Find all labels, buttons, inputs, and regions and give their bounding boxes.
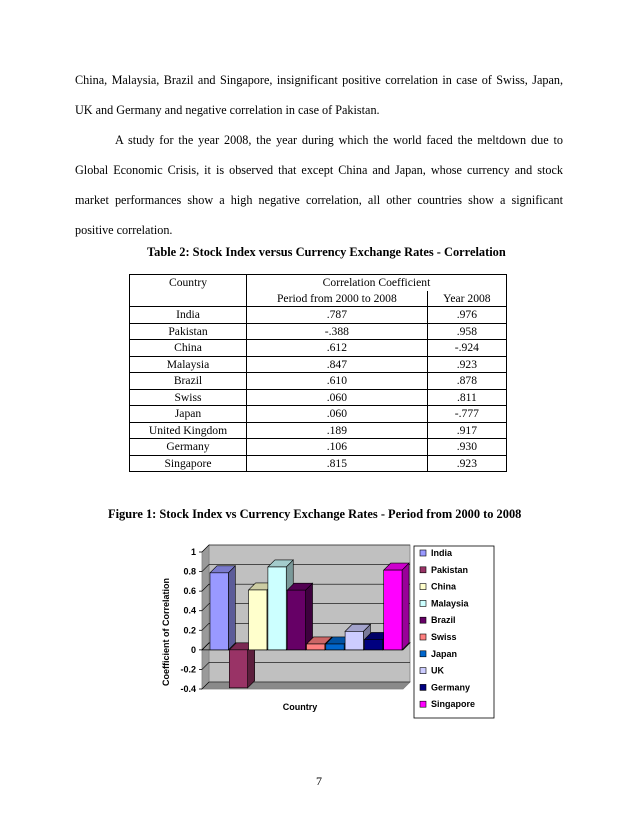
bar-brazil [287, 583, 312, 650]
bar-singapore [384, 563, 409, 650]
y-tick-label: 0 [190, 644, 196, 655]
table-cell-period: -.388 [247, 323, 428, 340]
legend-label: Malaysia [431, 598, 469, 609]
y-tick-label: -0.4 [180, 684, 196, 694]
table-cell-country: Swiss [130, 389, 247, 406]
table-cell-period: .106 [247, 439, 428, 456]
table-cell-period: .060 [247, 406, 428, 423]
legend-swatch [420, 701, 426, 707]
table-cell-country: China [130, 340, 247, 357]
table-cell-period: .787 [247, 307, 428, 324]
correlation-table [129, 274, 507, 472]
y-axis-label: Coefficient of Correlation [161, 577, 171, 687]
table-row [130, 307, 507, 324]
table-row [130, 455, 507, 472]
table-cell-year: -.924 [427, 340, 506, 357]
page-number: 7 [316, 774, 322, 788]
table-row [130, 439, 507, 456]
legend-label: Japan [431, 648, 458, 659]
chart-axes [180, 547, 202, 694]
table-cell-country: Brazil [130, 373, 247, 390]
table-cell-period: .610 [247, 373, 428, 390]
header-country: Country [130, 275, 247, 307]
table-cell-year: .917 [427, 422, 506, 439]
legend-label: Germany [431, 682, 471, 693]
legend-swatch [420, 651, 426, 657]
table-cell-year: .930 [427, 439, 506, 456]
legend-label: Singapore [431, 699, 476, 710]
legend-swatch [420, 634, 426, 640]
table-cell-country: United Kingdom [130, 422, 247, 439]
y-tick-label: -0.2 [180, 664, 196, 675]
legend-swatch [420, 684, 426, 690]
table-cell-country: India [130, 307, 247, 324]
figure-caption: Figure 1: Stock Index vs Currency Exchange Rates - Period from 2000 to 2008 [108, 507, 522, 521]
table-cell-year: .923 [427, 455, 506, 472]
table-row [130, 389, 507, 406]
table-cell-year: -.777 [427, 406, 506, 423]
legend-swatch [420, 600, 426, 606]
legend-label: China [431, 581, 457, 592]
y-tick-label: 0.8 [183, 566, 196, 577]
header-year: Year 2008 [427, 291, 506, 307]
table-cell-year: .811 [427, 389, 506, 406]
table-row [130, 422, 507, 439]
chart-legend [414, 546, 494, 718]
table-caption: Table 2: Stock Index versus Currency Exchange Rates - Correlation [147, 245, 506, 259]
table-cell-country: Malaysia [130, 356, 247, 373]
legend-swatch [420, 550, 426, 556]
bar-chart [150, 538, 495, 723]
table-cell-year: .923 [427, 356, 506, 373]
table-cell-year: .958 [427, 323, 506, 340]
legend-swatch [420, 668, 426, 674]
legend-swatch [420, 567, 426, 573]
table-cell-period: .060 [247, 389, 428, 406]
table-cell-year: .976 [427, 307, 506, 324]
table-cell-period: .815 [247, 455, 428, 472]
legend-swatch [420, 617, 426, 623]
table-row [130, 340, 507, 357]
table-cell-country: Singapore [130, 455, 247, 472]
legend-swatch [420, 584, 426, 590]
table-cell-period: .189 [247, 422, 428, 439]
table-row [130, 323, 507, 340]
table-cell-period: .612 [247, 340, 428, 357]
table-cell-country: Japan [130, 406, 247, 423]
header-period: Period from 2000 to 2008 [247, 291, 428, 307]
table-cell-country: Germany [130, 439, 247, 456]
table-row [130, 356, 507, 373]
bar-india [210, 566, 235, 650]
table-row [130, 406, 507, 423]
table-header-row [130, 275, 507, 291]
table-row [130, 373, 507, 390]
paragraph: A study for the year 2008, the year during which the world faced the meltdown due to Global Economic Crisis, it is observed that except China and Japan, whose currency and stock market performances show a high negative correlation, all other countries show a significant positive correlation. [75, 133, 563, 237]
header-correlation: Correlation Coefficient [247, 275, 507, 291]
y-tick-label: 0.2 [183, 625, 196, 636]
y-tick-label: 0.4 [183, 605, 196, 616]
legend-label: Pakistan [431, 564, 469, 575]
chart-side-wall [202, 545, 209, 689]
legend-label: UK [431, 665, 444, 676]
paragraph-line: China, Malaysia, Brazil and Singapore, insignificant positive correlation in case of Swiss, Japan, [75, 73, 563, 87]
legend-label: Brazil [431, 615, 456, 626]
table-cell-year: .878 [427, 373, 506, 390]
y-tick-label: 1 [190, 547, 196, 557]
legend-label: India [431, 548, 453, 558]
paragraph-line: UK and Germany and negative correlation in case of Pakistan. [75, 103, 380, 117]
table-cell-country: Pakistan [130, 323, 247, 340]
table-cell-period: .847 [247, 356, 428, 373]
y-tick-label: 0.6 [183, 586, 196, 597]
legend-label: Swiss [431, 632, 457, 642]
x-axis-label: Country [282, 702, 318, 712]
